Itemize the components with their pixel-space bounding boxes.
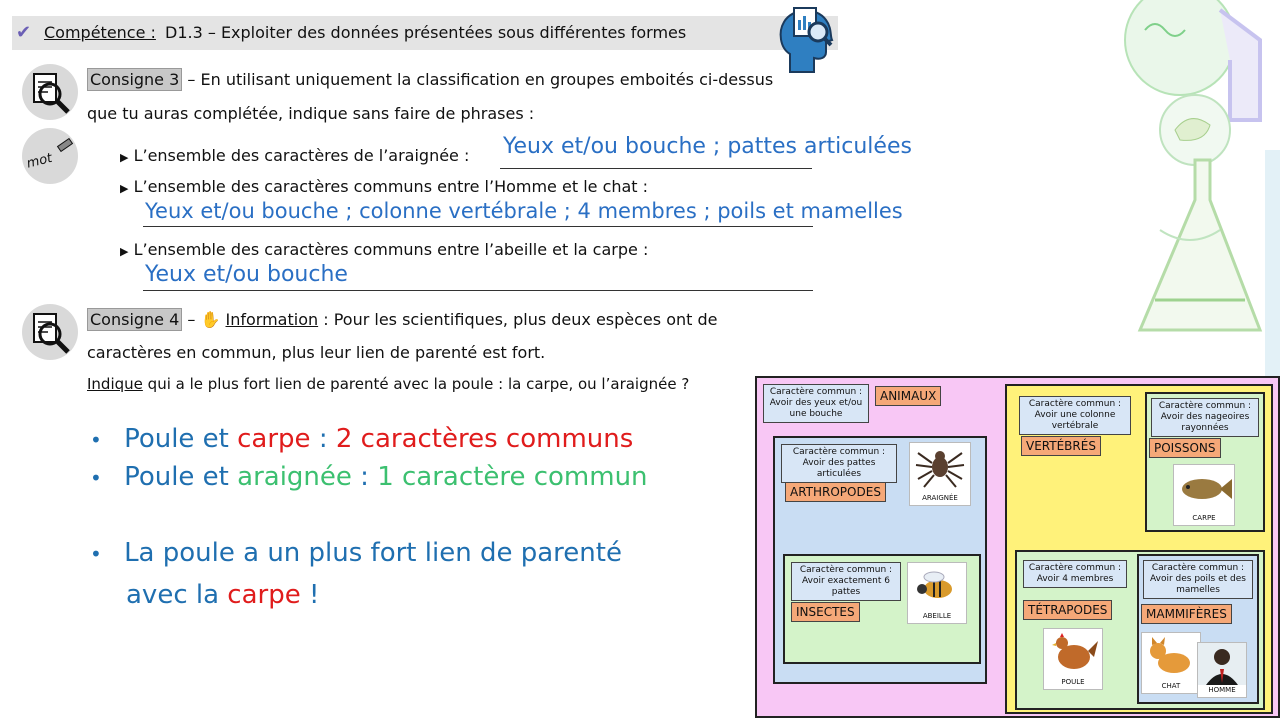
group-box-arthropodes — [773, 436, 987, 684]
document-magnifier-icon — [22, 304, 78, 360]
group-box-poissons — [1145, 392, 1265, 532]
insectes-callout: Caractère commun : Avoir exactement 6 pattes — [791, 562, 901, 601]
answer-homme-chat: Yeux et/ou bouche ; colonne vertébrale ; 4 membres ; poils et mamelles — [145, 199, 903, 223]
answer-text: Poule et — [124, 424, 238, 454]
arthropodes-callout: Caractère commun : Avoir des pattes articulées — [781, 444, 897, 483]
photo-caption: ARAIGNÉE — [922, 494, 958, 502]
animaux-callout: Caractère commun : Avoir des yeux et/ou une bouche — [763, 384, 869, 423]
classification-diagram — [755, 376, 1280, 718]
consigne3-line2: que tu auras complétée, indique sans faire de phrases : — [87, 104, 535, 123]
competence-header — [12, 16, 838, 50]
question-abeille-carpe — [120, 240, 648, 259]
photo-caption: CARPE — [1192, 514, 1216, 522]
photo-caption: CHAT — [1161, 682, 1181, 690]
arrow-bullet-icon: ▶ — [120, 151, 129, 164]
cat-image — [1142, 633, 1200, 679]
group-box-insectes — [783, 554, 981, 664]
group-box-mammiferes — [1137, 554, 1259, 704]
science-background-decoration — [1100, 0, 1280, 380]
photo-araignee — [909, 442, 971, 506]
photo-carpe — [1173, 464, 1235, 526]
question-homme-chat-text: L’ensemble des caractères communs entre l’Homme et le chat : — [133, 177, 649, 196]
carpe-word: carpe — [237, 424, 311, 454]
mot-icon-text: mot — [25, 150, 54, 172]
count-text: 1 caractère commun — [377, 462, 648, 492]
competence-label: Compétence : — [44, 23, 156, 42]
group-box-vertebres — [1005, 384, 1273, 714]
consigne3-instruction: – En utilisant uniquement la classification en groupes emboités ci-dessus — [187, 70, 774, 89]
carpe-word: carpe — [227, 580, 301, 610]
photo-homme — [1197, 642, 1247, 698]
group-label-animaux: ANIMAUX — [875, 386, 941, 406]
exclamation: ! — [300, 580, 320, 610]
answer-bullet-conclusion — [90, 538, 622, 568]
hen-image — [1044, 629, 1102, 675]
head-analysis-icon — [776, 2, 834, 74]
group-label-tetrapodes: TÉTRAPODES — [1023, 600, 1112, 620]
question-araignee-text: L’ensemble des caractères de l’araignée : — [133, 146, 470, 165]
answer-line — [500, 168, 812, 169]
bullet-dot: • — [90, 428, 102, 452]
answer-bullet-carpe — [90, 424, 633, 454]
consigne3-line1 — [87, 70, 773, 89]
photo-caption: HOMME — [1208, 686, 1236, 694]
group-label-vertebres: VERTÉBRÉS — [1021, 436, 1101, 456]
consigne4-question: qui a le plus fort lien de parenté avec la poule : la carpe, ou l’araignée ? — [147, 375, 690, 393]
separator: : — [310, 424, 336, 454]
bee-image — [908, 563, 966, 609]
photo-caption: ABEILLE — [922, 612, 952, 620]
answer-line — [143, 290, 813, 291]
group-label-poissons: POISSONS — [1149, 438, 1221, 458]
hand-ok-icon: ✋ — [200, 310, 221, 329]
competence-text: D1.3 – Exploiter des données présentées sous différentes formes — [165, 23, 687, 42]
consigne4-line2: caractères en commun, plus leur lien de parenté est fort. — [87, 343, 546, 362]
separator: : — [351, 462, 378, 492]
consigne3-label: Consigne 3 — [87, 68, 182, 91]
consigne4-dash: – — [187, 310, 196, 329]
question-homme-chat — [120, 177, 648, 196]
mammiferes-callout: Caractère commun : Avoir des poils et des mamelles — [1143, 560, 1253, 599]
group-label-mammiferes: MAMMIFÈRES — [1141, 604, 1232, 624]
consigne4-line3 — [87, 375, 689, 393]
information-label: Information — [225, 310, 319, 329]
bullet-dot: • — [90, 542, 102, 566]
photo-poule — [1043, 628, 1103, 690]
answer-text: Poule et — [124, 462, 238, 492]
group-label-insectes: INSECTES — [791, 602, 860, 622]
question-abeille-carpe-text: L’ensemble des caractères communs entre l’abeille et la carpe : — [133, 240, 649, 259]
answer-abeille-carpe: Yeux et/ou bouche — [145, 262, 348, 287]
answer-araignee: Yeux et/ou bouche ; pattes articulées — [503, 134, 912, 159]
conclusion-line2 — [126, 580, 319, 610]
question-araignee — [120, 146, 469, 165]
conclusion-line1: La poule a un plus fort lien de parenté — [124, 538, 622, 568]
checkmark-icon: ✔ — [16, 22, 32, 43]
vertebres-callout: Caractère commun : Avoir une colonne vertébrale — [1019, 396, 1131, 435]
tetrapodes-callout: Caractère commun : Avoir 4 membres — [1023, 560, 1127, 588]
arrow-bullet-icon: ▶ — [120, 245, 129, 258]
indique-word: Indique — [87, 375, 143, 393]
photo-caption: POULE — [1061, 678, 1085, 686]
answer-bullet-araignee — [90, 462, 648, 492]
spider-image — [910, 443, 970, 491]
consigne4-text: : Pour les scientifiques, plus deux espèces ont de — [323, 310, 718, 329]
answer-line — [143, 226, 813, 227]
photo-abeille — [907, 562, 967, 624]
arrow-bullet-icon: ▶ — [120, 182, 129, 195]
araignee-word: araignée — [237, 462, 352, 492]
man-image — [1198, 643, 1246, 685]
vocabulary-pencil-icon — [22, 128, 78, 184]
consigne4-label: Consigne 4 — [87, 308, 182, 331]
group-label-arthropodes: ARTHROPODES — [785, 482, 886, 502]
conclusion-text: avec la — [126, 580, 228, 610]
fish-image — [1174, 465, 1234, 511]
bullet-dot: • — [90, 466, 102, 490]
consigne4-line1 — [87, 310, 717, 329]
poissons-callout: Caractère commun : Avoir des nageoires rayonnées — [1151, 398, 1259, 437]
document-magnifier-icon — [22, 64, 78, 120]
photo-chat — [1141, 632, 1201, 694]
count-text: 2 caractères communs — [335, 424, 634, 454]
group-box-tetrapodes — [1015, 550, 1265, 710]
